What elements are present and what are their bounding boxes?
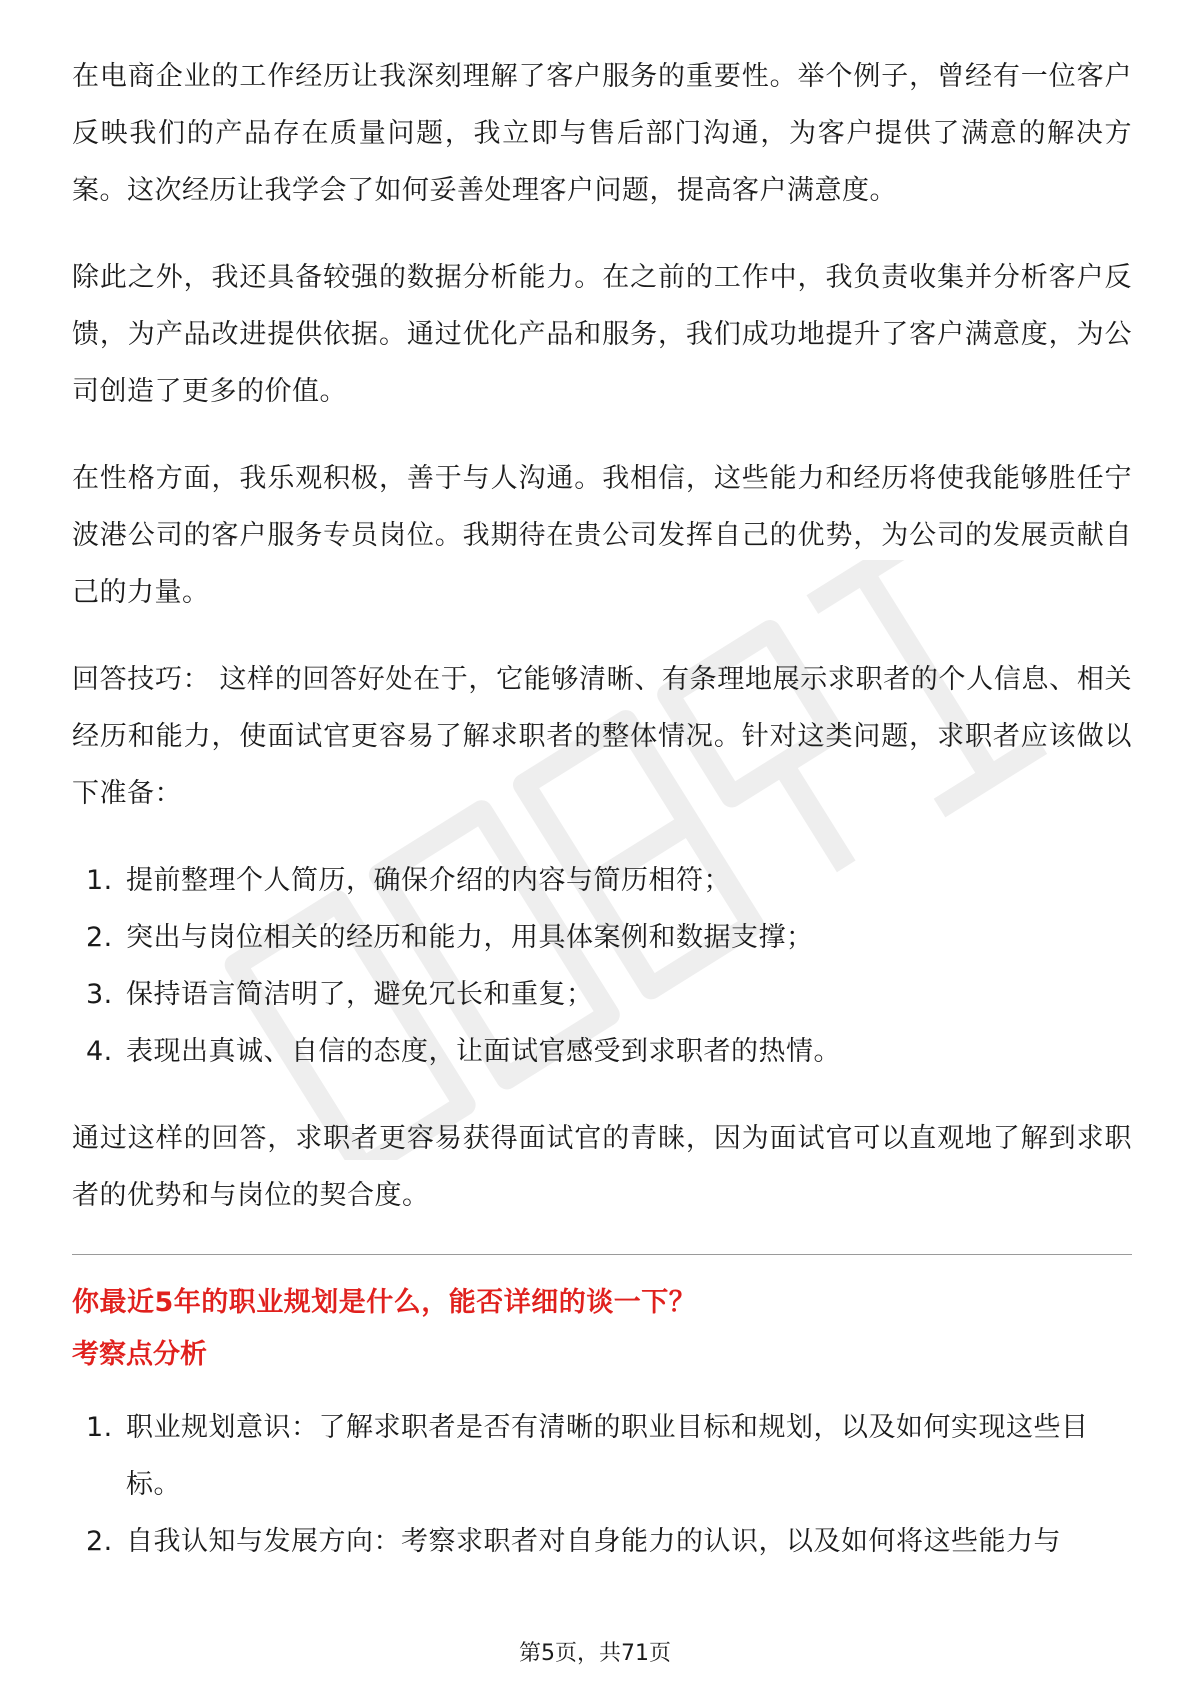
list-item-text: 表现出真诚、自信的态度，让面试官感受到求职者的热情。 xyxy=(126,1036,841,1067)
page-footer: 第5页，共71页 xyxy=(519,1641,671,1666)
analysis-heading: 考察点分析 xyxy=(72,1339,207,1370)
list-item-text: 保持语言简洁明了，避免冗长和重复； xyxy=(126,979,594,1010)
list-item-text: 提前整理个人简历，确保介绍的内容与简历相符； xyxy=(126,865,731,896)
paragraph-personality: 在性格方面，我乐观积极，善于与人沟通。我相信，这些能力和经历将使我能够胜任宁波港公司的客户服务专员岗位。我期待在贵公司发挥自己的优势，为公司的发展贡献自己的力量。 xyxy=(72,463,1132,608)
list-item-text: 职业规划意识：了解求职者是否有清晰的职业目标和规划，以及如何实现这些目标。 xyxy=(126,1412,1089,1500)
list-number: 1. xyxy=(86,865,113,896)
list-item xyxy=(72,966,1132,1023)
list-number: 2. xyxy=(86,1526,113,1557)
list-number: 2. xyxy=(86,922,113,953)
section-divider xyxy=(72,1254,1132,1255)
question-heading: 你最近5年的职业规划是什么，能否详细的谈一下？ xyxy=(72,1287,697,1318)
list-number: 3. xyxy=(86,979,113,1010)
list-number: 1. xyxy=(86,1412,113,1443)
list-item xyxy=(72,909,1132,966)
paragraph-answer-tips: 回答技巧： 这样的回答好处在于，它能够清晰、有条理地展示求职者的个人信息、相关经历和能力，使面试官更容易了解求职者的整体情况。针对这类问题，求职者应该做以下准备： xyxy=(72,664,1132,809)
paragraph-ecommerce-experience: 在电商企业的工作经历让我深刻理解了客户服务的重要性。举个例子，曾经有一位客户反映我们的产品存在质量问题，我立即与售后部门沟通，为客户提供了满意的解决方案。这次经历让我学会了如何妥善处理客户问题，提高客户满意度。 xyxy=(72,61,1132,206)
list-number: 4. xyxy=(86,1036,113,1067)
paragraph-conclusion: 通过这样的回答，求职者更容易获得面试官的青睐，因为面试官可以直观地了解到求职者的优势和与岗位的契合度。 xyxy=(72,1123,1132,1211)
paragraph-data-analysis: 除此之外，我还具备较强的数据分析能力。在之前的工作中，我负责收集并分析客户反馈，为产品改进提供依据。通过优化产品和服务，我们成功地提升了客户满意度，为公司创造了更多的价值。 xyxy=(72,262,1132,407)
list-item-text: 自我认知与发展方向：考察求职者对自身能力的认识，以及如何将这些能力与 xyxy=(126,1526,1061,1557)
list-item-text: 突出与岗位相关的经历和能力，用具体案例和数据支撑； xyxy=(126,922,814,953)
analysis-points-list xyxy=(72,1399,1132,1570)
list-item xyxy=(72,852,1132,909)
list-item xyxy=(72,1399,1132,1513)
preparation-list xyxy=(72,852,1132,1080)
page-content xyxy=(72,48,1132,1600)
list-item xyxy=(72,1023,1132,1080)
list-item xyxy=(72,1513,1132,1570)
